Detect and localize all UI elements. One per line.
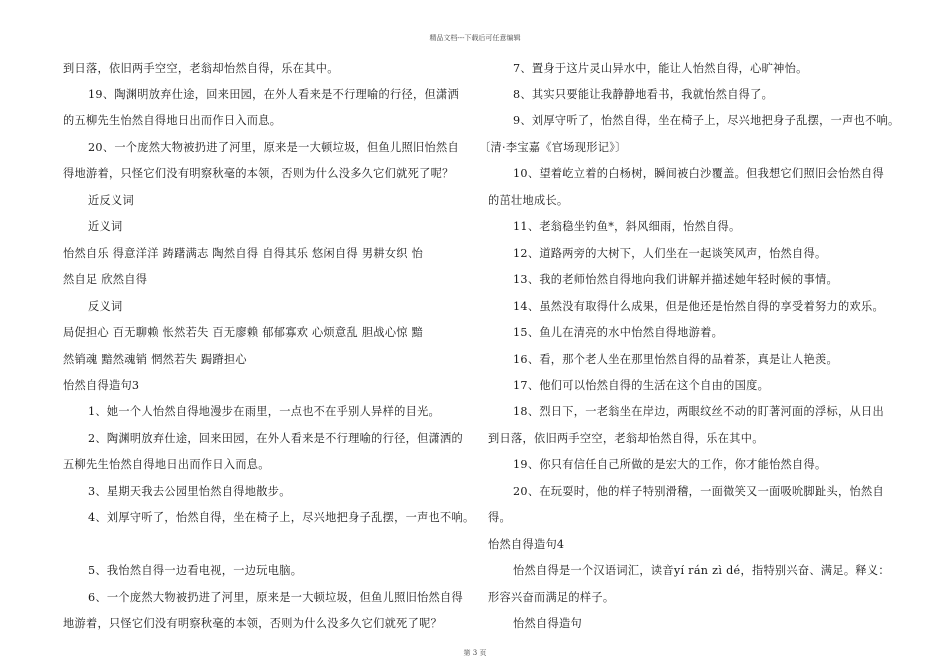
- text-line: 的茁壮地成长。: [488, 194, 569, 207]
- text-line: 7、置身于这片灵山异水中，能让人怡然自得，心旷神怡。: [513, 62, 808, 75]
- text-line: 15、鱼儿在清亮的水中怡然自得地游着。: [513, 326, 724, 339]
- text-line: 8、其实只要能让我静静地看书，我就怡然自得了。: [513, 88, 774, 101]
- text-line: 9、刘厚守听了，怡然自得，坐在椅子上，尽兴地把身子乱摆，一声也不响。: [513, 114, 900, 127]
- text-line: 11、老翁稳坐钓鱼*，斜风细雨，怡然自得。: [513, 220, 741, 233]
- text-line: 12、道路两旁的大树下，人们坐在一起谈笑风声，怡然自得。: [513, 247, 827, 260]
- text-line: 14、虽然没有取得什么成果，但是他还是怡然自得的享受着努力的欢乐。: [513, 300, 884, 313]
- text-line: 地游着，只怪它们没有明察秋毫的本领，否则为什么没多久它们就死了呢？: [63, 617, 443, 630]
- text-line: 然销魂 黯然魂销 惘然若失 跼蹐担心: [63, 353, 247, 366]
- text-line: 的五柳先生怡然自得地日出而作日入而息。: [63, 114, 282, 127]
- text-line: 1、她一个人怡然自得地漫步在雨里，一点也不在乎别人异样的目光。: [88, 405, 441, 418]
- text-line: 3、星期天我去公园里怡然自得地散步。: [88, 485, 291, 498]
- page-header: 精品文档---下载后可任意编辑: [429, 34, 521, 42]
- text-line: 怡然自得是一个汉语词汇，读音yí rán zì dé，指特别兴奋、满足。释义：: [513, 564, 890, 577]
- text-line: 形容兴奋而满足的样子。: [488, 591, 615, 604]
- text-line: 5、我怡然自得一边看电视，一边玩电脑。: [88, 564, 303, 577]
- text-line: 19、你只有信任自己所做的是宏大的工作，你才能怡然自得。: [513, 458, 827, 471]
- text-line: 18、烈日下，一老翁坐在岸边，两眼纹丝不动的盯著河面的浮标，从日出: [513, 405, 884, 418]
- text-line: 10、望着屹立着的白杨树，瞬间被白沙覆盖。但我想它们照旧会怡然自得: [513, 167, 884, 180]
- section-heading: 怡然自得造句4: [488, 538, 565, 551]
- subsection-heading: 怡然自得造句: [513, 617, 582, 630]
- text-line: 4、刘厚守听了，怡然自得，坐在椅子上，尽兴地把身子乱摆，一声也不响。: [88, 511, 475, 524]
- text-line: 6、一个庞然大物被扔进了河里，原来是一大顿垃圾，但鱼儿照旧怡然自得: [88, 591, 464, 604]
- page-number: 第 3 页: [463, 649, 487, 657]
- text-line: 到日落，依旧两手空空，老翁却怡然自得，乐在其中。: [63, 62, 339, 75]
- citation: 〔清·李宝嘉《官场现形记》〕: [479, 141, 627, 154]
- text-line: 局促担心 百无聊赖 怅然若失 百无廖赖 郁郁寡欢 心烦意乱 胆战心惊 黯: [63, 326, 424, 339]
- text-line: 13、我的老师怡然自得地向我们讲解并描述她年轻时候的事情。: [513, 273, 838, 286]
- text-line: 20、一个庞然大物被扔进了河里，原来是一大顿垃圾，但鱼儿照旧怡然自: [88, 141, 459, 154]
- text-line: 到日落，依旧两手空空，老翁却怡然自得，乐在其中。: [488, 432, 764, 445]
- text-line: 19、陶渊明放弃仕途，回来田园，在外人看来是不行理喻的行径，但潇洒: [88, 88, 459, 101]
- text-line: 然自足 欣然自得: [63, 273, 148, 286]
- text-line: 怡然自乐 得意洋洋 踌躇满志 陶然自得 自得其乐 悠闲自得 男耕女织 怡: [63, 247, 424, 260]
- section-heading: 怡然自得造句3: [63, 379, 140, 392]
- text-line: 得地游着，只怪它们没有明察秋毫的本领，否则为什么没多久它们就死了呢？: [63, 167, 454, 180]
- text-line: 17、他们可以怡然自得的生活在这个自由的国度。: [513, 379, 770, 392]
- subsection-heading: 反义词: [88, 300, 123, 313]
- subsection-heading: 近义词: [88, 220, 123, 233]
- text-line: 得。: [488, 511, 511, 524]
- text-line: 五柳先生怡然自得地日出而作日入而息。: [63, 458, 270, 471]
- text-line: 2、陶渊明放弃仕途，回来田园，在外人看来是不行理喻的行径，但潇洒的: [88, 432, 464, 445]
- text-line: 20、在玩耍时，他的样子特别滑稽，一面微笑又一面吸吮脚趾头，怡然自: [513, 485, 884, 498]
- text-line: 16、看，那个老人坐在那里怡然自得的品着茶，真是让人艳羡。: [513, 353, 838, 366]
- section-heading: 近反义词: [88, 194, 134, 207]
